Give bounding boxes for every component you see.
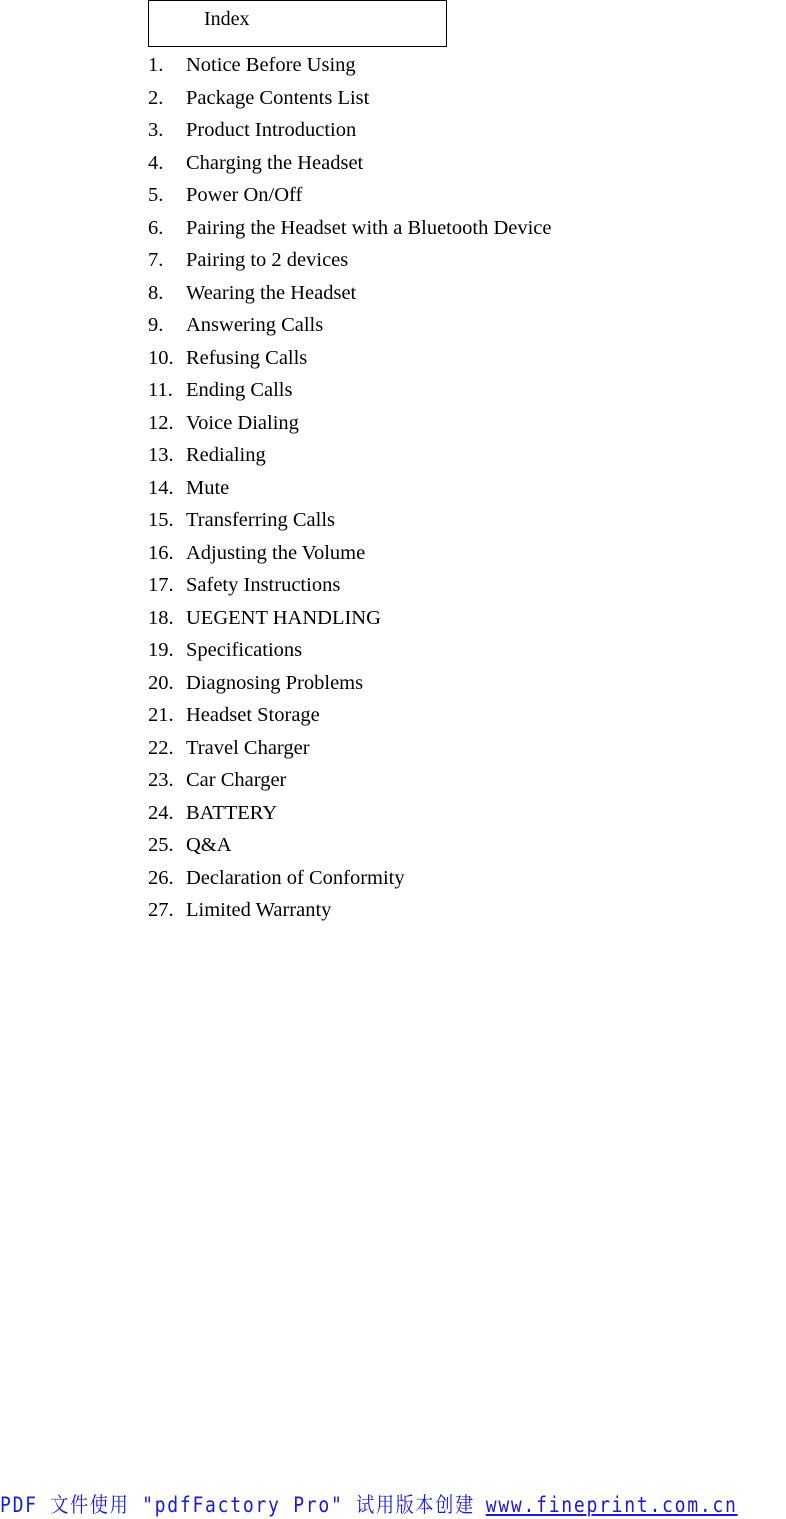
toc-item-number: 1. bbox=[148, 54, 164, 76]
toc-item-number: 19. bbox=[148, 639, 174, 661]
toc-item-label: Travel Charger bbox=[186, 736, 310, 759]
index-title-box bbox=[148, 0, 447, 47]
toc-item bbox=[148, 605, 552, 638]
toc-item-label: Wearing the Headset bbox=[186, 281, 357, 304]
toc-item bbox=[148, 117, 552, 150]
toc-item-label: Power On/Off bbox=[186, 184, 303, 206]
toc-item bbox=[148, 735, 552, 768]
toc-item-number: 12. bbox=[148, 411, 174, 434]
toc-item bbox=[148, 507, 552, 540]
toc-item-label: Ending Calls bbox=[186, 379, 293, 401]
toc-item-number: 16. bbox=[148, 541, 174, 564]
toc-item-number: 15. bbox=[148, 509, 174, 531]
toc-item-number: 27. bbox=[148, 899, 174, 921]
toc-item-number: 23. bbox=[148, 769, 174, 791]
toc-item-label: Mute bbox=[186, 476, 230, 499]
toc-item-label: Headset Storage bbox=[186, 704, 320, 726]
toc-item bbox=[148, 475, 552, 508]
toc-item bbox=[148, 702, 552, 735]
toc-item-number: 3. bbox=[148, 119, 164, 141]
toc-item-number: 5. bbox=[148, 184, 164, 206]
table-of-contents bbox=[148, 52, 552, 930]
toc-item bbox=[148, 312, 552, 345]
toc-item-number: 4. bbox=[148, 151, 164, 174]
toc-item-number: 24. bbox=[148, 801, 174, 824]
toc-item-label: Transferring Calls bbox=[186, 509, 335, 531]
toc-item-label: Charging the Headset bbox=[186, 151, 364, 174]
toc-item bbox=[148, 670, 552, 703]
toc-item-label: Diagnosing Problems bbox=[186, 671, 364, 694]
toc-item-number: 21. bbox=[148, 704, 174, 726]
toc-item-label: Notice Before Using bbox=[186, 54, 356, 76]
toc-item bbox=[148, 442, 552, 475]
toc-item bbox=[148, 215, 552, 248]
toc-item bbox=[148, 182, 552, 215]
toc-item-number: 10. bbox=[148, 346, 174, 369]
toc-item bbox=[148, 377, 552, 410]
toc-item bbox=[148, 150, 552, 183]
toc-item bbox=[148, 410, 552, 443]
toc-item bbox=[148, 345, 552, 378]
toc-item-label: Limited Warranty bbox=[186, 899, 332, 921]
toc-item-label: Safety Instructions bbox=[186, 574, 341, 596]
toc-item-label: Voice Dialing bbox=[186, 411, 299, 434]
toc-item bbox=[148, 865, 552, 898]
toc-item-label: Refusing Calls bbox=[186, 346, 308, 369]
toc-item bbox=[148, 572, 552, 605]
toc-item-number: 20. bbox=[148, 671, 174, 694]
toc-item bbox=[148, 897, 552, 930]
toc-item-label: Q&A bbox=[186, 834, 232, 856]
toc-item-label: UEGENT HANDLING bbox=[186, 606, 381, 629]
toc-item-number: 18. bbox=[148, 606, 174, 629]
toc-item bbox=[148, 247, 552, 280]
toc-item-label: Answering Calls bbox=[186, 314, 324, 336]
toc-item-number: 17. bbox=[148, 574, 174, 596]
toc-item-label: BATTERY bbox=[186, 801, 278, 824]
toc-item-number: 2. bbox=[148, 86, 164, 109]
toc-item bbox=[148, 280, 552, 313]
toc-item bbox=[148, 800, 552, 833]
toc-item-number: 8. bbox=[148, 281, 164, 304]
toc-item-number: 14. bbox=[148, 476, 174, 499]
toc-item-number: 26. bbox=[148, 866, 174, 889]
toc-item-label: Redialing bbox=[186, 444, 266, 466]
toc-item bbox=[148, 85, 552, 118]
toc-item-number: 25. bbox=[148, 834, 174, 856]
toc-item-number: 6. bbox=[148, 216, 164, 239]
toc-item-label: Product Introduction bbox=[186, 119, 357, 141]
toc-item-label: Pairing the Headset with a Bluetooth Device bbox=[186, 216, 552, 239]
toc-item-number: 22. bbox=[148, 736, 174, 759]
toc-item-number: 7. bbox=[148, 249, 164, 271]
toc-item-label: Pairing to 2 devices bbox=[186, 249, 349, 271]
toc-item bbox=[148, 637, 552, 670]
toc-item-label: Car Charger bbox=[186, 769, 287, 791]
toc-item-number: 11. bbox=[148, 379, 173, 401]
toc-item-label: Adjusting the Volume bbox=[186, 541, 366, 564]
toc-item bbox=[148, 767, 552, 800]
toc-item bbox=[148, 540, 552, 573]
toc-item-label: Package Contents List bbox=[186, 86, 370, 109]
pdf-watermark-footer bbox=[0, 1491, 738, 1519]
toc-item bbox=[148, 52, 552, 85]
toc-item-number: 13. bbox=[148, 444, 174, 466]
toc-item bbox=[148, 832, 552, 865]
toc-item-number: 9. bbox=[148, 314, 164, 336]
index-title: Index bbox=[204, 8, 250, 30]
toc-item-label: Specifications bbox=[186, 639, 303, 661]
toc-item-label: Declaration of Conformity bbox=[186, 866, 405, 889]
fineprint-link[interactable]: www.fineprint.com.cn bbox=[485, 1493, 738, 1517]
watermark-text: PDF 文件使用 "pdfFactory Pro" 试用版本创建 bbox=[0, 1493, 475, 1517]
